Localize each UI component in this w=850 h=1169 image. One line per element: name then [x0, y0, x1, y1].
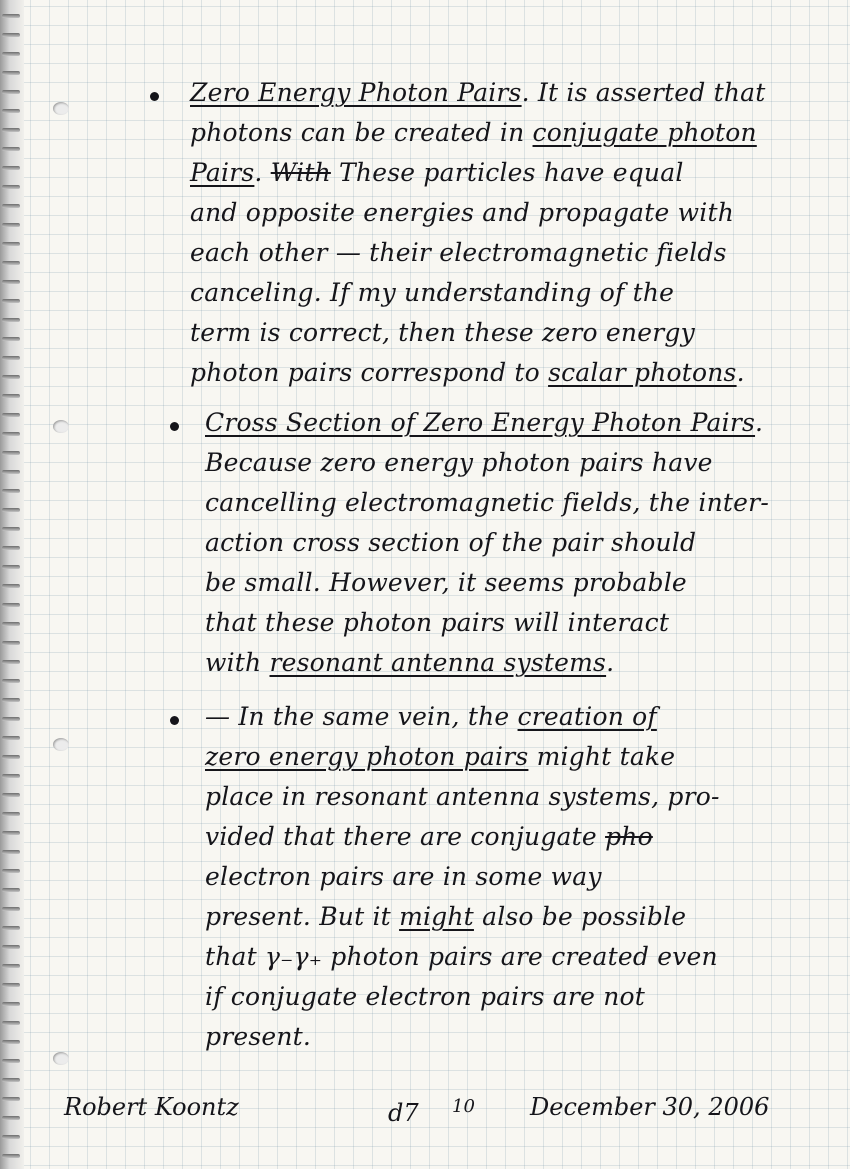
binding-coil	[2, 964, 20, 968]
note-line	[205, 608, 669, 638]
entry-date: December 30, 2006	[530, 1093, 770, 1121]
binding-coil	[2, 337, 20, 341]
note-line	[205, 528, 696, 558]
binding-coil	[2, 717, 20, 721]
binding-coil	[2, 755, 20, 759]
binding-coil	[2, 280, 20, 284]
text-run: canceling. If my understanding of the	[190, 278, 675, 307]
binding-coil	[2, 52, 20, 56]
text-run: These particles have equal	[330, 158, 684, 187]
underlined-phrase: resonant antenna systems	[269, 648, 607, 677]
binding-coil	[2, 793, 20, 797]
text-run: present.	[205, 1022, 312, 1051]
note-line	[190, 158, 684, 188]
note-line	[205, 568, 687, 598]
struck-word: pho	[605, 822, 653, 851]
binding-coil	[2, 14, 20, 18]
bullet-marker	[150, 92, 159, 101]
note-line	[205, 408, 763, 438]
binding-coil	[2, 508, 20, 512]
note-line	[205, 822, 653, 852]
spiral-binding	[0, 0, 24, 1169]
binding-coil	[2, 1021, 20, 1025]
binding-coil	[2, 983, 20, 987]
note-line	[190, 118, 757, 148]
binding-coil	[2, 1078, 20, 1082]
binding-coil	[2, 1097, 20, 1101]
binding-coil	[2, 527, 20, 531]
text-run: might take	[528, 742, 676, 771]
struck-word: With	[270, 158, 331, 187]
binding-coil	[2, 641, 20, 645]
text-run: .	[736, 358, 745, 387]
binding-coil	[2, 1059, 20, 1063]
binding-coil	[2, 166, 20, 170]
text-run: that these photon pairs will interact	[205, 608, 670, 637]
binding-coil	[2, 812, 20, 816]
binding-coil	[2, 147, 20, 151]
binding-coil	[2, 888, 20, 892]
notebook-ref: d7	[388, 1099, 419, 1127]
underlined-phrase: creation of	[517, 702, 657, 731]
underlined-phrase: conjugate photon	[532, 118, 757, 147]
note-line	[205, 702, 657, 732]
note-line	[205, 982, 645, 1012]
binding-coil	[2, 945, 20, 949]
note-line	[205, 648, 614, 678]
binding-coil	[2, 1135, 20, 1139]
note-line	[190, 238, 727, 268]
text-run: term is correct, then these zero energy	[190, 318, 695, 347]
binding-coil	[2, 907, 20, 911]
binding-coil	[2, 204, 20, 208]
note-line	[190, 78, 766, 108]
binding-coil	[2, 375, 20, 379]
binding-coil	[2, 109, 20, 113]
binding-coil	[2, 470, 20, 474]
underlined-phrase: Pairs	[190, 158, 255, 187]
binding-coil	[2, 71, 20, 75]
binding-coil	[2, 698, 20, 702]
binding-coil	[2, 261, 20, 265]
punch-hole	[53, 1052, 69, 1065]
underlined-phrase: scalar photons	[548, 358, 737, 387]
binding-coil	[2, 1116, 20, 1120]
binding-coil	[2, 299, 20, 303]
binding-coil	[2, 622, 20, 626]
note-line	[205, 448, 713, 478]
text-run: . It is asserted that	[521, 78, 766, 107]
binding-coil	[2, 1002, 20, 1006]
text-run: also be possible	[473, 902, 687, 931]
binding-coil	[2, 413, 20, 417]
text-run: .	[606, 648, 615, 677]
binding-coil	[2, 318, 20, 322]
underlined-phrase: Zero Energy Photon Pairs	[190, 78, 522, 107]
text-run: vided that there are conjugate	[205, 822, 606, 851]
binding-coil	[2, 33, 20, 37]
binding-coil	[2, 774, 20, 778]
text-run: Because zero energy photon pairs have	[205, 448, 713, 477]
underlined-phrase: Cross Section of Zero Energy Photon Pairs	[205, 408, 756, 437]
binding-coil	[2, 736, 20, 740]
binding-coil	[2, 451, 20, 455]
binding-coil	[2, 603, 20, 607]
binding-coil	[2, 432, 20, 436]
text-run: — In the same vein, the	[205, 702, 518, 731]
text-run: that γ₋γ₊ photon pairs are created even	[205, 942, 718, 971]
binding-coil	[2, 242, 20, 246]
binding-coil	[2, 90, 20, 94]
note-line	[190, 198, 734, 228]
text-run: present. But it	[205, 902, 400, 931]
binding-coil	[2, 546, 20, 550]
text-run: each other — their electromagnetic fields	[190, 238, 727, 267]
text-run: if conjugate electron pairs are not	[205, 982, 646, 1011]
note-line	[205, 1022, 311, 1052]
binding-coil	[2, 185, 20, 189]
text-run: photon pairs correspond to	[190, 358, 549, 387]
note-line	[190, 278, 674, 308]
binding-coil	[2, 223, 20, 227]
bullet-marker	[170, 716, 179, 725]
binding-coil	[2, 926, 20, 930]
binding-coil	[2, 584, 20, 588]
binding-coil	[2, 850, 20, 854]
punch-hole	[53, 738, 69, 751]
note-line	[205, 742, 675, 772]
text-run: .	[254, 158, 271, 187]
note-line	[190, 318, 695, 348]
binding-coil	[2, 394, 20, 398]
text-run: .	[755, 408, 764, 437]
bullet-marker	[170, 422, 179, 431]
page-number: 10	[452, 1096, 475, 1117]
binding-coil	[2, 1040, 20, 1044]
binding-coil	[2, 565, 20, 569]
note-line	[205, 942, 718, 972]
binding-coil	[2, 356, 20, 360]
underlined-phrase: might	[399, 902, 474, 931]
note-line	[190, 358, 745, 388]
binding-coil	[2, 869, 20, 873]
note-line	[205, 488, 769, 518]
punch-hole	[53, 102, 69, 115]
binding-coil	[2, 489, 20, 493]
underlined-phrase: zero energy photon pairs	[205, 742, 529, 771]
text-run: photons can be created in	[190, 118, 533, 147]
binding-coil	[2, 679, 20, 683]
text-run: action cross section of the pair should	[205, 528, 697, 557]
signature: Robert Koontz	[64, 1093, 239, 1121]
text-run: be small. However, it seems probable	[205, 568, 687, 597]
text-run: electron pairs are in some way	[205, 862, 602, 891]
text-run: with	[205, 648, 270, 677]
text-run: cancelling electromagnetic fields, the inter-	[205, 488, 769, 517]
binding-coil	[2, 831, 20, 835]
text-run: place in resonant antenna systems, pro-	[205, 782, 720, 811]
note-line	[205, 782, 720, 812]
punch-hole	[53, 420, 69, 433]
binding-coil	[2, 660, 20, 664]
binding-coil	[2, 128, 20, 132]
note-line	[205, 862, 602, 892]
note-line	[205, 902, 686, 932]
binding-coil	[2, 1154, 20, 1158]
text-run: and opposite energies and propagate with	[190, 198, 734, 227]
